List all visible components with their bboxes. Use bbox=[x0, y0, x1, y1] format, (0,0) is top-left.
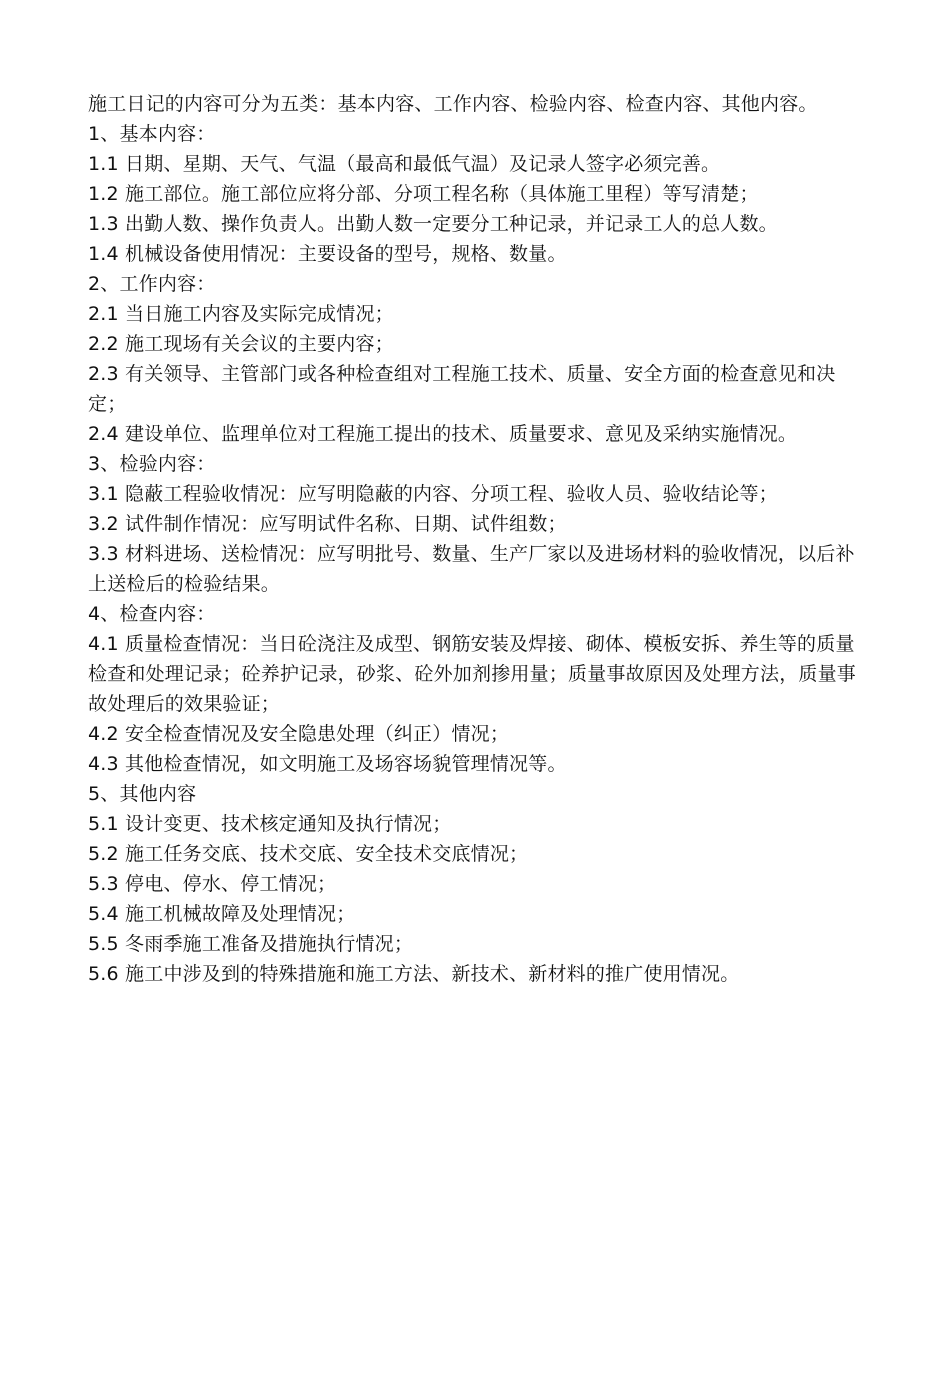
section-heading-check: 4、检查内容： bbox=[88, 603, 216, 625]
item-5-3: 5.3 停电、停水、停工情况； bbox=[88, 873, 337, 895]
item-3-1: 3.1 隐蔽工程验收情况：应写明隐蔽的内容、分项工程、验收人员、验收结论等； bbox=[88, 483, 778, 505]
item-3-3: 3.3 材料进场、送检情况：应写明批号、数量、生产厂家以及进场材料的验收情况，以后补上送检后的检验结果。 bbox=[88, 543, 855, 595]
section-heading-basic: 1、基本内容： bbox=[88, 123, 216, 145]
item-5-1: 5.1 设计变更、技术核定通知及执行情况； bbox=[88, 813, 452, 835]
item-5-6: 5.6 施工中涉及到的特殊措施和施工方法、新技术、新材料的推广使用情况。 bbox=[88, 963, 740, 985]
document-body bbox=[88, 89, 870, 989]
section-heading-work: 2、工作内容： bbox=[88, 273, 216, 295]
item-2-3: 2.3 有关领导、主管部门或各种检查组对工程施工技术、质量、安全方面的检查意见和决定； bbox=[88, 363, 836, 415]
item-5-4: 5.4 施工机械故障及处理情况； bbox=[88, 903, 356, 925]
section-heading-other: 5、其他内容 bbox=[88, 783, 197, 805]
item-4-1: 4.1 质量检查情况：当日砼浇注及成型、钢筋安装及焊接、砌体、模板安拆、养生等的质量检查和处理记录；砼养护记录，砂浆、砼外加剂掺用量；质量事故原因及处理方法，质量事故处理后的效果验证； bbox=[88, 633, 857, 715]
item-2-2: 2.2 施工现场有关会议的主要内容； bbox=[88, 333, 394, 355]
item-1-4: 1.4 机械设备使用情况：主要设备的型号，规格、数量。 bbox=[88, 243, 567, 265]
item-4-3: 4.3 其他检查情况，如文明施工及场容场貌管理情况等。 bbox=[88, 753, 567, 775]
item-5-5: 5.5 冬雨季施工准备及措施执行情况； bbox=[88, 933, 414, 955]
item-5-2: 5.2 施工任务交底、技术交底、安全技术交底情况； bbox=[88, 843, 529, 865]
section-heading-inspection: 3、检验内容： bbox=[88, 453, 216, 475]
item-1-1: 1.1 日期、星期、天气、气温（最高和最低气温）及记录人签字必须完善。 bbox=[88, 153, 721, 175]
item-2-1: 2.1 当日施工内容及实际完成情况； bbox=[88, 303, 394, 325]
item-2-4: 2.4 建设单位、监理单位对工程施工提出的技术、质量要求、意见及采纳实施情况。 bbox=[88, 423, 798, 445]
item-4-2: 4.2 安全检查情况及安全隐患处理（纠正）情况； bbox=[88, 723, 510, 745]
item-1-3: 1.3 出勤人数、操作负责人。出勤人数一定要分工种记录，并记录工人的总人数。 bbox=[88, 213, 778, 235]
item-1-2: 1.2 施工部位。施工部位应将分部、分项工程名称（具体施工里程）等写清楚； bbox=[88, 183, 759, 205]
intro-paragraph: 施工日记的内容可分为五类：基本内容、工作内容、检验内容、检查内容、其他内容。 bbox=[88, 93, 818, 115]
item-3-2: 3.2 试件制作情况：应写明试件名称、日期、试件组数； bbox=[88, 513, 567, 535]
